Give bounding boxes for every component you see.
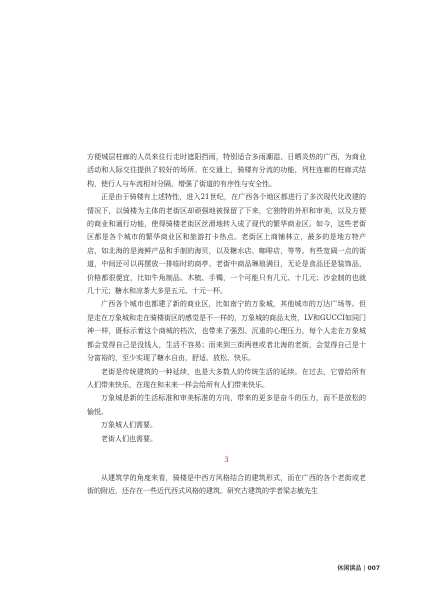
paragraph: 广西各个城市也都建了新的商业区，比如南宁的万象城，其他城市的万达广场等。但是走在万象城和走在骑楼街区的感觉是不一样的，万象城的商品太贵，LV和GUCCI如同门神一样，既标示着这个商城的档次，也带来了强烈、沉重的心理压力，每个人走在万象城都会觉得自己是没钱人，生活不容易；而来到三街两巷或者北海的老街，会觉得自己是十分富裕的，至少实现了糖水自由，舒适、放松、快乐。 xyxy=(87,300,366,363)
paragraph: 老街人们也需要。 xyxy=(101,434,157,443)
page-footer xyxy=(337,565,380,573)
paragraph: 从建筑学的角度来看，骑楼是中西方风格结合的建筑形式，而在广西的各个老街或老街的附近，还存在一些近代西式风格的建筑。研究古建筑的学者梁志敏先生 xyxy=(87,474,366,496)
page-number: 007 xyxy=(367,565,380,572)
paragraph: 万象城人们需要。 xyxy=(101,421,157,430)
running-title: 休闲读品 xyxy=(337,565,362,572)
article-body-bottom xyxy=(87,472,366,499)
article-body-top xyxy=(87,151,366,446)
paragraph: 万象城是新的生活标准和审美标准的方向，带来的更多是奋斗的压力，而不是放松的愉悦。 xyxy=(87,394,366,416)
footer-separator: | xyxy=(363,565,366,572)
paragraph: 老街是传统建筑的一种延续，也是大多数人的传统生活的延续。在过去，它曾给所有人们带来快乐，在现在和未来一样会给所有人们带来快乐。 xyxy=(87,367,366,389)
section-number: 3 xyxy=(224,456,229,464)
paragraph: 正是由于骑楼有上述特性，进入21世纪，在广西各个地区都进行了多次现代化改建的情况下，以骑楼为主体的老街区却顽强地被保留了下来，它独特的外形和审美，以及方便的商业和通行功能，使得骑楼老街区丝滑地转入成了现代的繁华商业区。如今，这些老街区都是各个城市的繁华商业区和旅游打卡热点。老街区上商铺林立，最多的是地方特产店，如北海的是海鲜产品和手制的海贝，以及糖水店、咖啡店，等等。有些宽阔一点的街道，中间还可以再摆放一排临时的商亭。老街中商品琳琅满目，无论是食品还是装饰品，价格都很便宜，比如牛角制品、木梳、手镯，一个可能只有几元、十几元；沙金制的也就几十元；糖水和凉茶大多是五元、十元一杯。 xyxy=(87,193,366,296)
paragraph: 方便城层柱廊的人员来往行走时遮阳挡雨，特别适合多雨潮湿、日晒炎热的广西，为商业活动和人际交往提供了较好的场所。在交通上，骑楼有分流的功能，列柱连廊的柱廊式结构，使行人与车流相对分隔，增强了街道的有序性与安全性。 xyxy=(87,153,366,188)
